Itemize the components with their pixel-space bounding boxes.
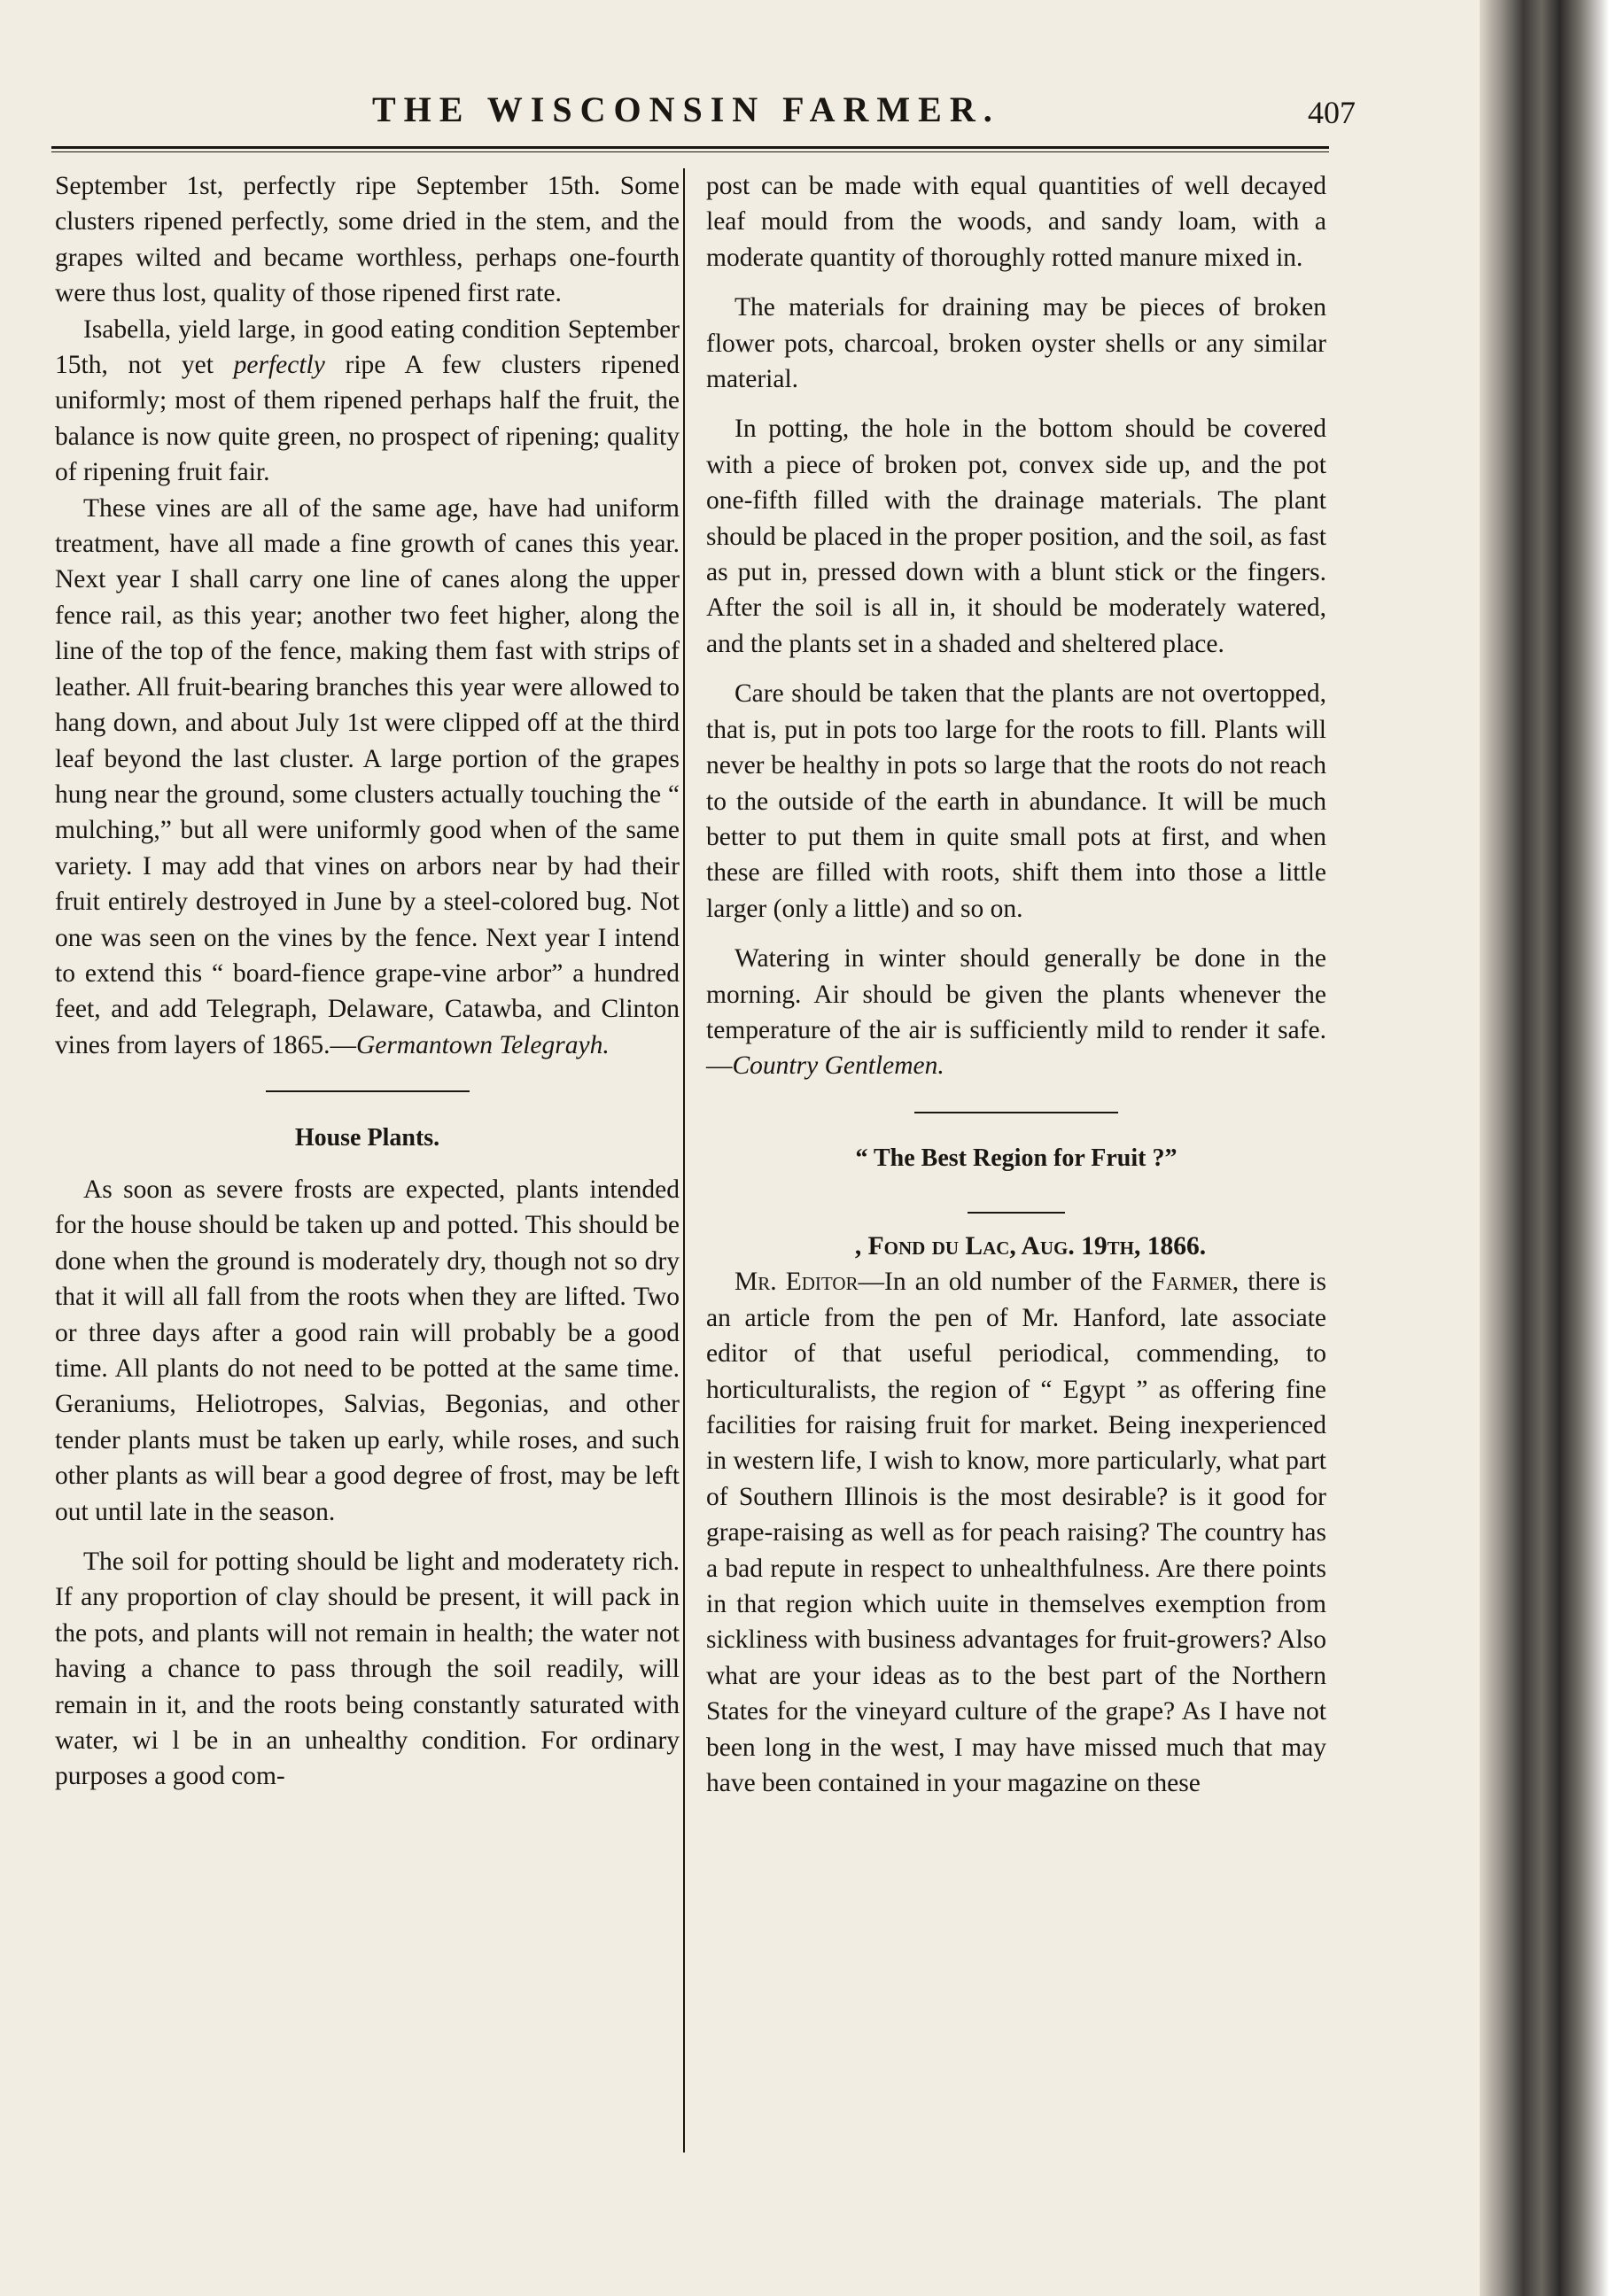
paragraph-text: , there is an article from the pen of Mr. Hanford, late associate editor of that useful periodical, commending, to horticulturalists, the region of “ Egypt ” as offering fine facilities for raising fruit for market. Being inexperienced in western life, I wish to know, more particularly, what part of Southern Illinois is the most desirable? is it good for grape-raising as well as for peach raising? The country has a bad repute in respect to unhealthfulness. Are there points in that region which uuite in themselves exemption from sickliness with business advantages for fruit-growers? Also what are your ideas as to the best part of the Northern States for the vineyard culture of the grape? As I have not been long in the west, I may have missed much that may have been contained in your magazine on these (706, 1268, 1326, 1798)
page-number: 407 (1308, 95, 1356, 130)
paragraph (55, 312, 680, 491)
paragraph-text: post can be made with equal quantities of well decayed leaf mould from the woods, and sandy loam, with a moderate quantity of thoroughly rotted manure mixed in. (706, 172, 1326, 272)
paragraph-text: —In an old number of the (858, 1268, 1152, 1297)
citation-text: Germantown Telegrayh. (356, 1030, 610, 1059)
book-spine (1480, 0, 1609, 2296)
separator-rule (266, 1090, 470, 1092)
paragraph (55, 1172, 680, 1530)
emphasis-text: perfectly (233, 351, 325, 380)
paragraph (706, 168, 1326, 275)
salutation: Mr. Editor (735, 1268, 859, 1297)
page-header (53, 89, 1356, 142)
paragraph-text: In potting, the hole in the bottom should be covered with a piece of broken pot, convex side up, and the pot one-fifth filled with the drainage materials. The plant should be placed in the proper position, and the soil, as fast as put in, pressed down with a blunt stick or the fingers. After the soil is all in, it should be moderately watered, and the plants set in a shaded and sheltered place. (706, 415, 1326, 658)
paragraph (706, 676, 1326, 927)
paragraph-text: September 1st, perfectly ripe September 15th. Some clusters ripened perfectly, some dried in the stem, and the grapes wilted and became worthless, perhaps one-fourth were thus lost, quality of those ripened first rate. (55, 172, 680, 308)
paragraph-text: As soon as severe frosts are expected, plants intended for the house should be taken up and potted. This should be done when the ground is moderately dry, though not so dry that it will all fall from the roots when they are lifted. Two or three days after a good rain will probably be a good time. All plants do not need to be potted at the same time. Geraniums, Heliotropes, Salvias, Begonias, and other tender plants must be taken up early, while roses, and such other plants as will bear a good degree of frost, may be left out until late in the season. (55, 1175, 680, 1526)
paragraph-text: These vines are all of the same age, have had uniform treatment, have all made a fine growth of canes this year. Next year I shall carry one line of canes along the upper fence rail, as this year; another two feet higher, along the line of the top of the fence, making them fast with strips of leather. All fruit-bearing branches this year were allowed to hang down, and about July 1st were clipped off at the third leaf beyond the last cluster. A large portion of the grapes hung near the ground, some clusters actually touching the “ mulching,” but all were uniformly good when of the same variety. I may add that vines on arbors near by had their fruit entirely destroyed in June by a steel-colored bug. Not one was seen on the vines by the fence. Next year I intend to extend this “ board-fience grape-vine arbor” a hundred feet, and add Telegraph, Delaware, Catawba, and Clinton vines from layers of 1865.— (55, 493, 680, 1059)
paragraph-text: ripe A few clusters ripened uniformly; most of them ripened perhaps half the fruit, the balance is now quite green, no prospect of ripening; quality of ripening fruit fair. (55, 351, 680, 487)
paragraph (706, 1264, 1326, 1801)
paragraph (55, 491, 680, 1064)
paragraph-text: Isabella, yield large, in good eating condition September 15th, not yet (55, 314, 680, 380)
paragraph (706, 411, 1326, 662)
right-column (706, 168, 1326, 1801)
citation-text: Country Gentlemen. (732, 1051, 944, 1081)
article-heading: “ The Best Region for Fruit ?” (855, 1144, 1178, 1173)
paragraph (55, 1544, 680, 1795)
dateline: , Fond du Lac, Aug. 19th, 1866. (854, 1231, 1207, 1260)
section-separator (706, 1093, 1326, 1129)
column-divider (683, 168, 685, 2152)
header-rule (51, 146, 1329, 152)
paragraph-text: The soil for potting should be light and moderatety rich. If any proportion of clay should be present, it will pack in the pots, and plants will not remain in health; the water not having a chance to pass through the soil readily, will remain in it, and the roots being constantly saturated with water, wi l be in an unhealthy condition. For ordinary purposes a good com- (55, 1547, 680, 1791)
paragraph-text: Care should be taken that the plants are not overtopped, that is, put in pots too large for the roots to fill. Plants will never be healthy in pots so large that the roots do not reach to the outside of the earth in abundance. It will be much better to put them in quite small pots at first, and when these are filled with roots, shift them into those a little larger (only a little) and so on. (706, 679, 1326, 923)
paragraph-text: Watering in winter should generally be done in the morning. Air should be given the plants whenever the temperature of the air is sufficiently mild to render it safe.— (706, 944, 1326, 1081)
paragraph (55, 168, 680, 312)
paragraph (706, 290, 1326, 397)
paragraph (706, 941, 1326, 1084)
separator-rule (914, 1112, 1118, 1113)
section-separator (55, 1072, 680, 1107)
short-rule (706, 1193, 1326, 1229)
paragraph-text: The materials for draining may be pieces of broken flower pots, charcoal, broken oyster shells or any similar material. (706, 293, 1326, 394)
article-heading: House Plants. (294, 1123, 440, 1152)
running-title: THE WISCONSIN FARMER. (372, 89, 1000, 129)
left-column (55, 168, 680, 1795)
publication-name: Farmer (1151, 1268, 1232, 1297)
